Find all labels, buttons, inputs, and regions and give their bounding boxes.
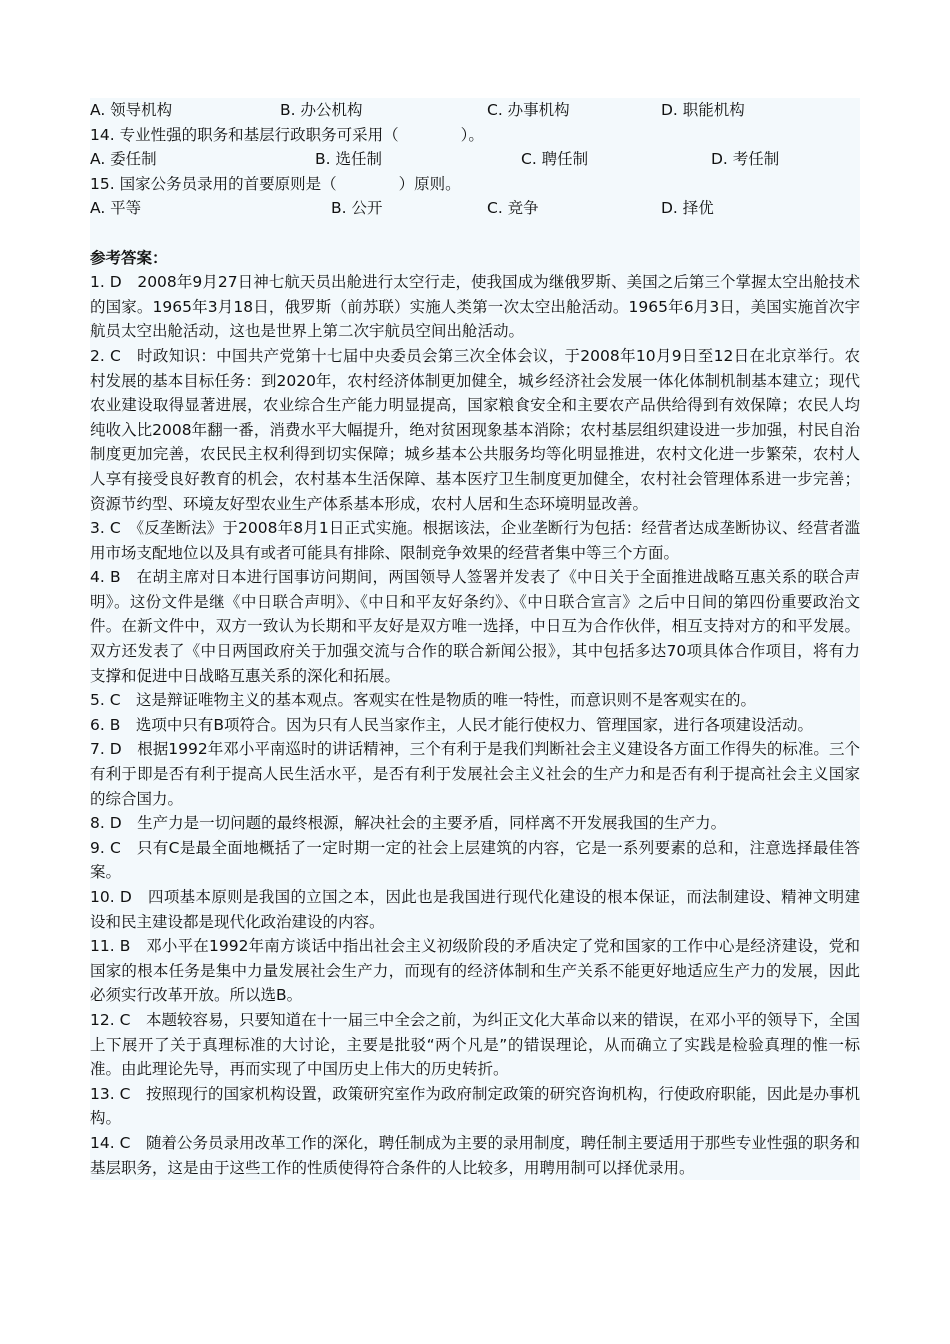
option-a: A. 平等	[90, 199, 142, 218]
option-c: C. 竞争	[487, 199, 539, 218]
answer-item: 7. D 根据1992年邓小平南巡时的讲话精神，三个有利于是我们判断社会主义建设各方面工作得失的标准。三个有利于即是否有利于提高人民生活水平，是否有利于发展社会主义社会的生产力和是否有利于提高社会主义国家的综合国力。	[90, 740, 860, 808]
option-a: A. 委任制	[90, 150, 157, 169]
option-d: D. 职能机构	[661, 101, 745, 119]
q13-options-row	[90, 98, 860, 123]
q15-options-row	[90, 196, 860, 221]
answer-item: 10. D 四项基本原则是我国的立国之本，因此也是我国进行现代化建设的根本保证，而法制建设、精神文明建设和民主建设都是现代化政治建设的内容。	[90, 888, 860, 931]
q15-stem: 15. 国家公务员录用的首要原则是（ ）原则。	[90, 174, 461, 193]
q14-stem: 14. 专业性强的职务和基层行政职务可采用（ ）。	[90, 125, 484, 144]
document-body	[90, 98, 860, 1180]
answer-item: 12. C 本题较容易，只要知道在十一届三中全会之前，为纠正文化大革命以来的错误，在邓小平的领导下，全国上下展开了关于真理标准的大讨论，主要是批驳“两个凡是”的错误理论，从而确立了实践是检验真理的惟一标准。由此理论先导，再而实现了中国历史上伟大的历史转折。	[90, 1010, 860, 1079]
answer-item: 1. D 2008年9月27日神七航天员出舱进行太空行走，使我国成为继俄罗斯、美国之后第三个掌握太空出舱技术的国家。1965年3月18日，俄罗斯（前苏联）实施人类第一次太空出舱活动。1965年6月3日，美国实施首次宇航员太空出舱活动，这也是世界上第二次宇航员空间出舱活动。	[90, 273, 860, 341]
option-b: B. 公开	[331, 199, 383, 218]
answer-item: 13. C 按照现行的国家机构设置，政策研究室作为政府制定政策的研究咨询机构，行使政府职能，因此是办事机构。	[90, 1084, 860, 1128]
option-d: D. 择优	[661, 199, 714, 218]
answer-item: 14. C 随着公务员录用改革工作的深化，聘任制成为主要的录用制度，聘任制主要适用于那些专业性强的职务和基层职务，这是由于这些工作的性质使得符合条件的人比较多，用聘用制可以择优录用。	[90, 1133, 860, 1177]
q14-options-row	[90, 147, 860, 172]
answers-heading: 参考答案：	[90, 248, 168, 267]
option-d: D. 考任制	[711, 150, 780, 169]
option-b: B. 办公机构	[280, 101, 363, 119]
answer-item: 6. B 选项中只有B项符合。因为只有人民当家作主，人民才能行使权力、管理国家，进行各项建设活动。	[90, 715, 813, 734]
answer-item: 5. C 这是辩证唯物主义的基本观点。客观实在性是物质的唯一特性，而意识则不是客观实在的。	[90, 691, 757, 710]
option-a: A. 领导机构	[90, 101, 173, 119]
answer-item: 3. C 《反垄断法》于2008年8月1日正式实施。根据该法，企业垄断行为包括：经营者达成垄断协议、经营者滥用市场支配地位以及具有或者可能具有排除、限制竞争效果的经营者集中等三个方面。	[90, 519, 860, 562]
option-c: C. 聘任制	[521, 150, 589, 169]
answer-item: 4. B 在胡主席对日本进行国事访问期间，两国领导人签署并发表了《中日关于全面推进战略互惠关系的联合声明》。这份文件是继《中日联合声明》、《中日和平友好条约》、《中日联合宣言》之后中日间的第四份重要政治文件。在新文件中，双方一致认为长期和平友好是双方唯一选择，中日互为合作伙伴，相互支持对方的和平发展。双方还发表了《中日两国政府关于加强交流与合作的联合新闻公报》，其中包括多达70项具体合作项目，将有力支撑和促进中日战略互惠关系的深化和拓展。	[90, 568, 860, 685]
answer-item: 2. C 时政知识：中国共产党第十七届中央委员会第三次全体会议，于2008年10月9日至12日在北京举行。农村发展的基本目标任务：到2020年，农村经济体制更加健全，城乡经济社会发展一体化体制机制基本建立；现代农业建设取得显著进展，农业综合生产能力明显提高，国家粮食安全和主要农产品供给得到有效保障；农民人均纯收入比2008年翻一番，消费水平大幅提升，绝对贫困现象基本消除；农村基层组织建设进一步加强，村民自治制度更加完善，农民民主权利得到切实保障；城乡基本公共服务均等化明显推进，农村文化进一步繁荣，农村人人享有接受良好教育的机会，农村基本生活保障、基本医疗卫生制度更加健全，农村社会管理体系进一步完善；资源节约型、环境友好型农业生产体系基本形成，农村人居和生态环境明显改善。	[90, 346, 860, 513]
answer-item: 8. D 生产力是一切问题的最终根源，解决社会的主要矛盾，同样离不开发展我国的生产力。	[90, 814, 727, 833]
spacer	[90, 221, 860, 246]
option-c: C. 办事机构	[487, 101, 570, 119]
answer-item: 11. B 邓小平在1992年南方谈话中指出社会主义初级阶段的矛盾决定了党和国家的工作中心是经济建设，党和国家的根本任务是集中力量发展社会生产力，而现有的经济体制和生产关系不能更好地适应生产力的发展，因此必须实行改革开放。所以选B。	[90, 937, 860, 1005]
option-b: B. 选任制	[315, 150, 382, 169]
answer-item: 9. C 只有C是最全面地概括了一定时期一定的社会上层建筑的内容，它是一系列要素的总和，注意选择最佳答案。	[90, 838, 860, 882]
